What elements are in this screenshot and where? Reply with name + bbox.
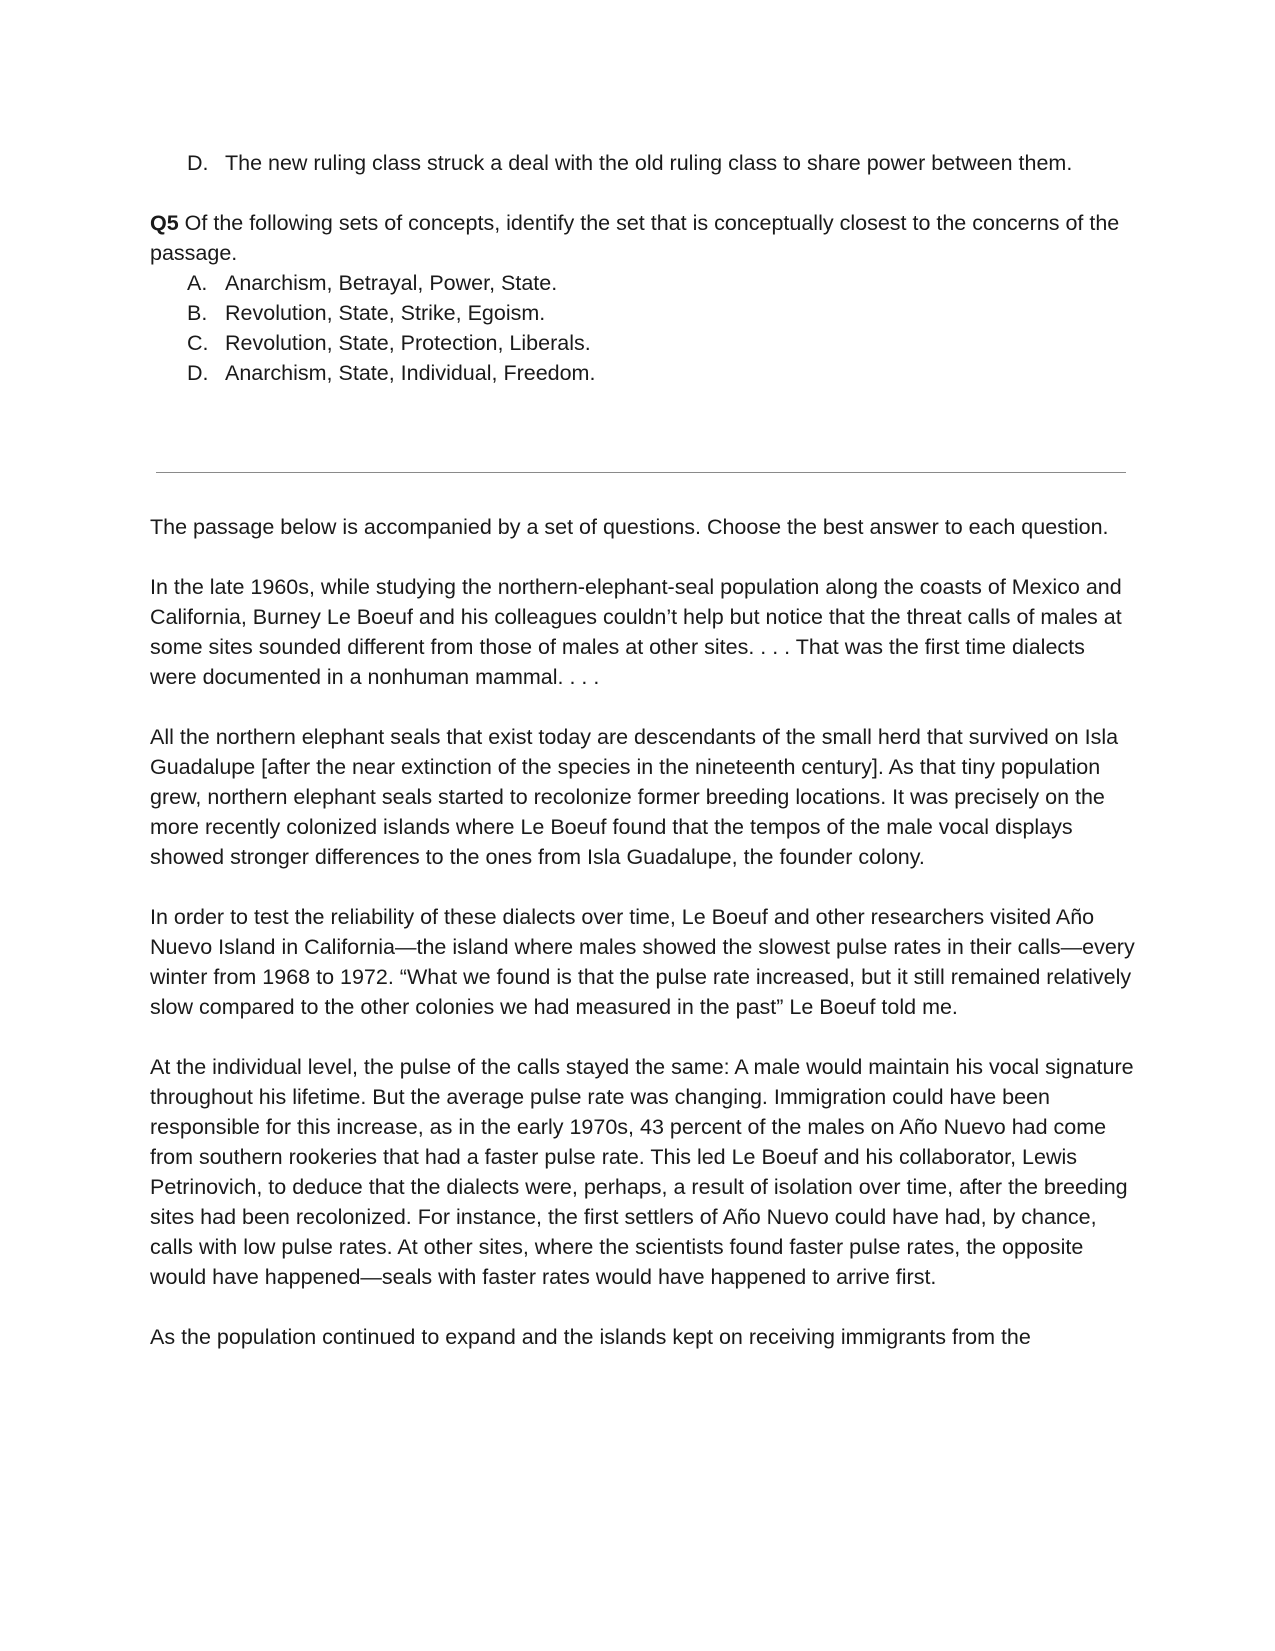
option-text: Anarchism, State, Individual, Freedom.: [225, 361, 596, 385]
passage-section: [150, 512, 1135, 1382]
passage-paragraph-2: All the northern elephant seals that exist today are descendants of the small herd that survived on Isla Guadalupe [after the near extinction of the species in the nineteenth century]. As that tiny population grew, northern elephant seals started to recolonize former breeding locations. It was precisely on the more recently colonized islands where Le Boeuf found that the tempos of the male vocal displays showed stronger differences to the ones from Isla Guadalupe, the founder colony.: [150, 725, 1119, 869]
question-label: Q5: [150, 211, 179, 235]
option-text: Revolution, State, Protection, Liberals.: [225, 331, 591, 355]
question-text: Of the following sets of concepts, identify the set that is conceptually closest to the concerns of the passage.: [150, 211, 1120, 265]
option-letter: D.: [187, 361, 209, 385]
question-prompt: [150, 208, 1135, 268]
option-letter: B.: [187, 301, 208, 325]
option-letter: A.: [187, 271, 208, 295]
passage-paragraph-3: In order to test the reliability of these dialects over time, Le Boeuf and other researchers visited Año Nuevo Island in California—the island where males showed the slowest pulse rates in their calls—every winter from 1968 to 1972. “What we found is that the pulse rate increased, but it still remained relatively slow compared to the other colonies we had measured in the past” Le Boeuf told me.: [150, 905, 1135, 1019]
option-text: Revolution, State, Strike, Egoism.: [225, 301, 546, 325]
passage-paragraph-1: In the late 1960s, while studying the northern-elephant-seal population along the coasts of Mexico and California, Burney Le Boeuf and his colleagues couldn’t help but notice that the threat calls of males at some sites sounded different from those of males at other sites. . . . That was the first time dialects were documented in a nonhuman mammal. . . .: [150, 575, 1122, 689]
option-text: The new ruling class struck a deal with the old ruling class to share power between them.: [225, 151, 1073, 175]
question-section: [150, 148, 1135, 388]
passage-paragraph-5: As the population continued to expand and the islands kept on receiving immigrants from the: [150, 1325, 1031, 1349]
passage-paragraph-4: At the individual level, the pulse of the calls stayed the same: A male would maintain his vocal signature throughout his lifetime. But the average pulse rate was changing. Immigration could have been responsible for this increase, as in the early 1970s, 43 percent of the males on Año Nuevo had come from southern rookeries that had a faster pulse rate. This led Le Boeuf and his collaborator, Lewis Petrinovich, to deduce that the dialects were, perhaps, a result of isolation over time, after the breeding sites had been recolonized. For instance, the first settlers of Año Nuevo could have had, by chance, calls with low pulse rates. At other sites, where the scientists found faster pulse rates, the opposite would have happened—seals with faster rates would have happened to arrive first.: [150, 1055, 1134, 1289]
section-divider: [156, 472, 1126, 473]
passage-intro: The passage below is accompanied by a set of questions. Choose the best answer to each question.: [150, 515, 1109, 539]
option-d: [187, 358, 1135, 388]
prev-question-option-d: [187, 148, 1135, 178]
option-b: [187, 298, 1135, 328]
option-letter: D.: [187, 151, 209, 175]
option-a: [187, 268, 1135, 298]
option-c: [187, 328, 1135, 358]
option-letter: C.: [187, 331, 209, 355]
option-text: Anarchism, Betrayal, Power, State.: [225, 271, 558, 295]
question-q5: [150, 208, 1135, 388]
